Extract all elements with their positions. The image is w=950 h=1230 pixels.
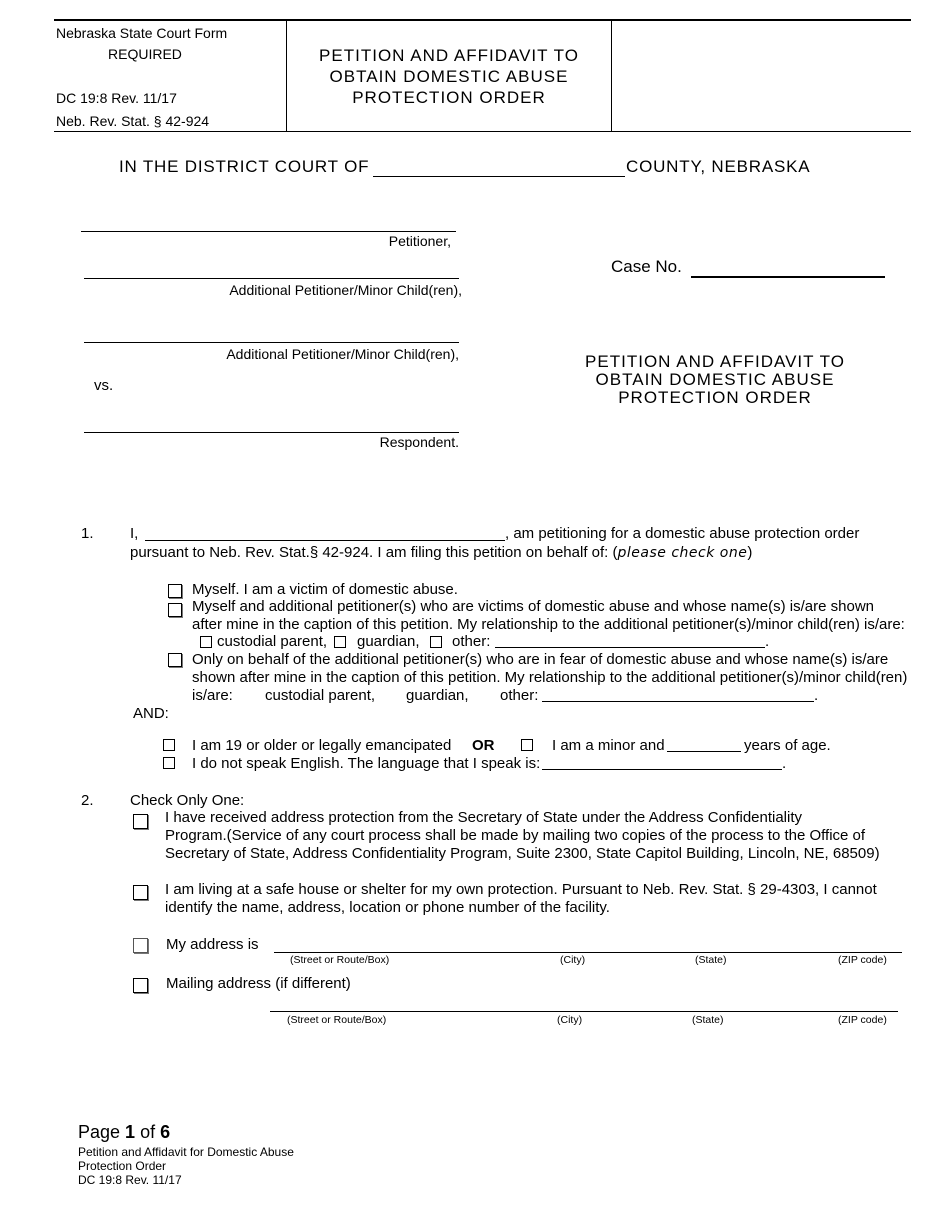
page-of: of (135, 1122, 161, 1142)
additional-petitioner-field-2[interactable] (84, 325, 459, 343)
mailing-address-checkbox[interactable] (133, 978, 148, 993)
check-only-one: Check Only One: (130, 792, 245, 809)
footer-desc-line: Protection Order (78, 1159, 167, 1173)
period: . (765, 633, 770, 650)
opt-only-l2: shown after mine in the caption of this petition. My relationship to the additional petitioner(s)/minor child(ren) (192, 669, 908, 686)
period: . (814, 687, 819, 704)
language-field[interactable] (542, 754, 782, 770)
section-2-number: 2. (81, 792, 94, 809)
header-divider (611, 19, 612, 132)
state-label: (State) (695, 954, 727, 966)
guardian-checkbox[interactable] (334, 636, 346, 648)
minor-checkbox[interactable] (521, 739, 533, 751)
petitioner-name-field[interactable] (145, 524, 505, 541)
opt-additional-l1: Myself and additional petitioner(s) who are victims of domestic abuse and whose name(s) is/are shown (192, 598, 874, 615)
city-label: (City) (560, 954, 586, 966)
zip-label: (ZIP code) (838, 1014, 887, 1026)
header-title (287, 45, 611, 108)
statute: Neb. Rev. Stat. § 42-924 (56, 113, 210, 129)
or-label: OR (472, 737, 495, 754)
mailing-address-label: Mailing address (if different) (166, 975, 351, 992)
myself-and-additional-checkbox[interactable] (168, 603, 182, 617)
opt-only-l3: is/are: (192, 687, 233, 704)
header-top-rule (54, 19, 911, 21)
my-address-checkbox[interactable] (133, 938, 148, 953)
caption-title-line: OBTAIN DOMESTIC ABUSE (595, 370, 835, 389)
opt-only-l1: Only on behalf of the additional petitioner(s) who are in fear of domestic abuse and whose name(s) is/are (192, 651, 889, 668)
header-bottom-rule (54, 131, 911, 132)
rel-guardian: guardian, (357, 633, 420, 650)
acp-l3: Secretary of State, Address Confidentiality Program, Suite 2300, State Capitol Building, Lincoln, NE, 68509) (165, 845, 880, 862)
petitioner-field[interactable] (81, 214, 456, 232)
page-current: 1 (125, 1122, 136, 1142)
caption-title-line: PROTECTION ORDER (618, 388, 812, 407)
mailing-address-field[interactable] (270, 995, 898, 1012)
header-title-line: OBTAIN DOMESTIC ABUSE (329, 67, 569, 86)
form-name: Nebraska State Court Form (56, 25, 228, 41)
opt-only-other: other: (500, 687, 539, 704)
shelter-checkbox[interactable] (133, 885, 148, 900)
acp-l2: Program.(Service of any court process shall be made by mailing two copies of the process to the Office of (165, 827, 866, 844)
myself-checkbox[interactable] (168, 584, 182, 598)
state-label: (State) (692, 1014, 724, 1026)
custodial-parent-checkbox[interactable] (200, 636, 212, 648)
section-1-i: I, (130, 525, 139, 542)
acp-l1: I have received address protection from the Secretary of State under the Address Confidentiality (165, 809, 803, 826)
my-address-field[interactable] (274, 936, 902, 953)
city-label: (City) (557, 1014, 583, 1026)
footer-description (78, 1145, 294, 1187)
acp-checkbox[interactable] (133, 814, 148, 829)
shelter-l2: identify the name, address, location or phone number of the facility. (165, 899, 610, 916)
respondent-label: Respondent. (379, 434, 459, 450)
case-no-field[interactable] (691, 258, 885, 278)
and-label: AND: (133, 705, 169, 722)
section-1-number: 1. (81, 525, 94, 542)
opt-additional-l2: after mine in the caption of this petition. My relationship to the additional petitioner(s)/minor child(ren) is/are: (192, 616, 905, 633)
opt-myself: Myself. I am a victim of domestic abuse. (192, 581, 458, 598)
minor-label: I am a minor and (552, 737, 665, 754)
page-total: 6 (160, 1122, 171, 1142)
street-label: (Street or Route/Box) (290, 954, 390, 966)
shelter-l1: I am living at a safe house or shelter for my own protection. Pursuant to Neb. Rev. Stat. § 29-4303, I cannot (165, 881, 877, 898)
section-1-line-2-text: pursuant to Neb. Rev. Stat.§ 42-924. I am filing this petition on behalf of: ( (130, 544, 618, 561)
form-code: DC 19:8 Rev. 11/17 (56, 90, 177, 106)
page-prefix: Page (78, 1122, 126, 1142)
other-checkbox[interactable] (430, 636, 442, 648)
caption-title (560, 353, 870, 407)
additional-petitioner-label-1: Additional Petitioner/Minor Child(ren), (229, 282, 462, 298)
rel-other: other: (452, 633, 491, 650)
header-title-line: PROTECTION ORDER (352, 88, 546, 107)
please-check-one: please check one (617, 545, 748, 561)
petitioner-label: Petitioner, (388, 233, 451, 249)
vs-label: vs. (94, 377, 114, 394)
age-19-label: I am 19 or older or legally emancipated (192, 737, 452, 754)
minor-age-field[interactable] (667, 736, 741, 752)
required-label: REQUIRED (108, 46, 182, 62)
caption-title-line: PETITION AND AFFIDAVIT TO (585, 352, 845, 371)
footer-desc-line: Petition and Affidavit for Domestic Abuse (78, 1145, 294, 1159)
opt-only-other-field[interactable] (542, 686, 814, 702)
years-label: years of age. (744, 737, 831, 754)
rel-custodial: custodial parent, (217, 633, 328, 650)
section-1-line-2-end: ) (747, 544, 753, 561)
case-no-label: Case No. (611, 257, 682, 276)
rel-other-field[interactable] (495, 632, 765, 648)
my-address-label: My address is (166, 936, 259, 953)
no-english-checkbox[interactable] (163, 757, 175, 769)
section-1-line-2 (130, 544, 752, 562)
period: . (782, 755, 787, 772)
additional-petitioner-label-2: Additional Petitioner/Minor Child(ren), (226, 346, 459, 362)
header-title-line: PETITION AND AFFIDAVIT TO (319, 46, 579, 65)
additional-petitioner-field-1[interactable] (84, 262, 459, 279)
only-additional-checkbox[interactable] (168, 653, 182, 667)
section-1-line-1: , am petitioning for a domestic abuse protection order (505, 525, 860, 542)
no-english-label: I do not speak English. The language that I speak is: (192, 755, 541, 772)
court-prefix: IN THE DISTRICT COURT OF (119, 157, 370, 176)
county-field[interactable] (373, 158, 625, 177)
street-label: (Street or Route/Box) (287, 1014, 387, 1026)
respondent-field[interactable] (84, 415, 459, 433)
zip-label: (ZIP code) (838, 954, 887, 966)
footer-code: DC 19:8 Rev. 11/17 (78, 1173, 182, 1187)
page-number (78, 1122, 170, 1143)
age-19-checkbox[interactable] (163, 739, 175, 751)
court-suffix: COUNTY, NEBRASKA (626, 157, 811, 176)
opt-only-guardian: guardian, (406, 687, 469, 704)
opt-only-custodial: custodial parent, (265, 687, 376, 704)
